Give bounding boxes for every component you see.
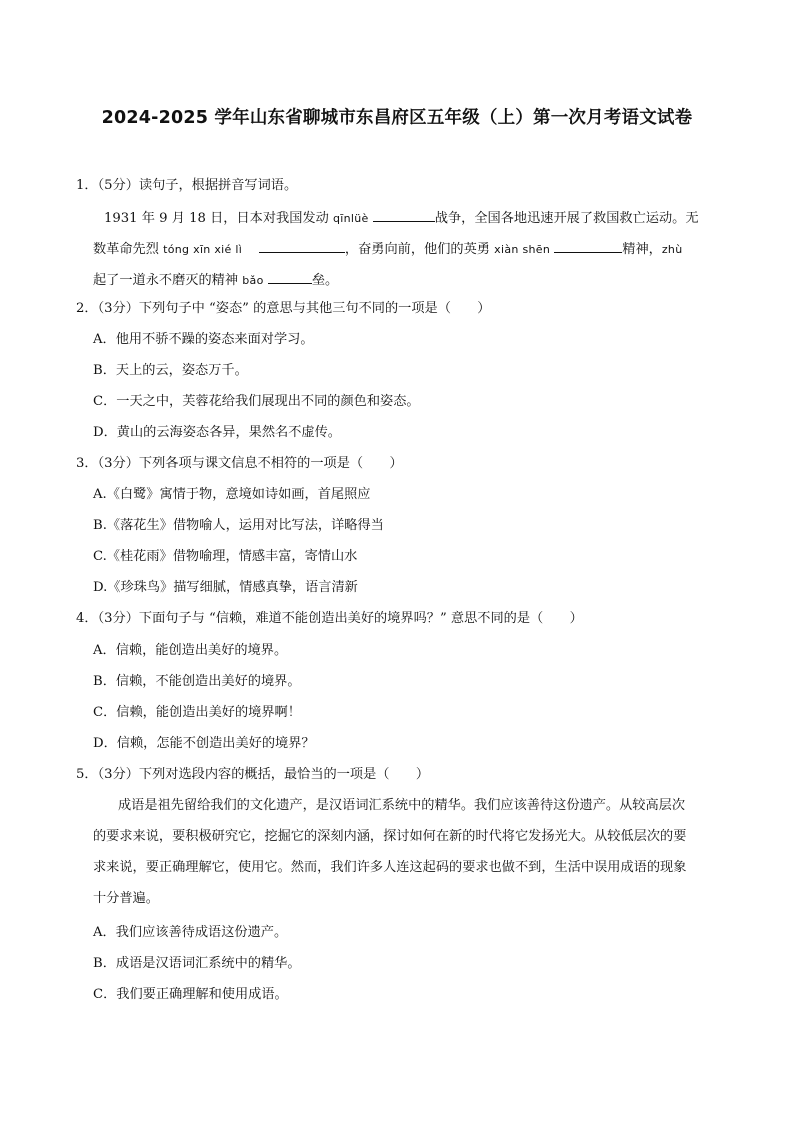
q3-option-d[interactable]: D.《珍珠鸟》描写细腻，情感真挚，语言清新 <box>93 580 358 595</box>
page-title: 2024-2025 学年山东省聊城市东昌府区五年级（上）第一次月考语文试卷 <box>101 108 693 128</box>
q1-text: 精神， <box>622 242 662 257</box>
pinyin: bǎo <box>242 274 264 287</box>
q3-stem: 3．（3分）下列各项与课文信息不相符的一项是（ ） <box>76 456 403 471</box>
q5-passage-line: 成语是祖先留给我们的文化遗产，是汉语词汇系统中的精华。我们应该善待这份遗产。从较高层次 <box>118 798 686 813</box>
q3-option-c[interactable]: C.《桂花雨》借物喻理，情感丰富，寄情山水 <box>93 549 358 564</box>
q3-option-a[interactable]: A.《白鹭》寓情于物，意境如诗如画，首尾照应 <box>93 487 371 502</box>
q1-text: ，奋勇向前，他们的英勇 <box>344 242 495 257</box>
pinyin: tóng xīn xié lì <box>163 243 243 256</box>
q5-stem: 5．（3分）下列对选段内容的概括，最恰当的一项是（ ） <box>76 767 430 782</box>
q5-passage-line: 求来说，要正确理解它，使用它。然而，我们许多人连这起码的要求也做不到，生活中误用成语的现象 <box>93 860 687 875</box>
answer-blank[interactable] <box>259 239 345 253</box>
q4-option-a[interactable]: A．信赖，能创造出美好的境界。 <box>93 643 288 658</box>
pinyin: qīnlüè <box>332 212 369 225</box>
q1-stem: 1．（5分）读句子，根据拼音写词语。 <box>76 178 298 193</box>
q1-line-2 <box>93 239 682 259</box>
q2-option-b[interactable]: B．天上的云，姿态万千。 <box>93 363 248 378</box>
q5-passage-line: 十分普遍。 <box>93 891 159 906</box>
q4-option-d[interactable]: D．信赖，怎能不创造出美好的境界？ <box>93 736 315 751</box>
q1-text: 战争，全国各地迅速开展了救国救亡运动。无 <box>434 211 699 226</box>
q1-text: 起了一道永不磨灭的精神 <box>93 273 243 288</box>
q2-option-d[interactable]: D．黄山的云海姿态各异，果然名不虚传。 <box>93 425 341 440</box>
q2-stem: 2．（3分）下列句子中 “姿态” 的意思与其他三句不同的一项是（ ） <box>76 301 491 316</box>
q4-stem: 4．（3分）下面句子与 “信赖，难道不能创造出美好的境界吗？” 意思不同的是（ ） <box>76 611 583 626</box>
q4-option-b[interactable]: B．信赖，不能创造出美好的境界。 <box>93 674 301 689</box>
q1-text: 垒。 <box>311 273 339 288</box>
q1-line-3 <box>93 270 338 290</box>
q5-option-c[interactable]: C．我们要正确理解和使用成语。 <box>93 987 288 1002</box>
answer-blank[interactable] <box>268 270 312 284</box>
answer-blank[interactable] <box>373 208 435 222</box>
q5-option-a[interactable]: A．我们应该善待成语这份遗产。 <box>93 925 288 940</box>
q4-option-c[interactable]: C．信赖，能创造出美好的境界啊！ <box>93 705 301 720</box>
q5-passage-line: 的要求来说，要积极研究它，挖掘它的深刻内涵，探讨如何在新的时代将它发扬光大。从较低层次的要 <box>93 829 687 844</box>
q1-text: 数革命先烈 <box>93 242 164 257</box>
answer-blank[interactable] <box>554 239 622 253</box>
pinyin: xiàn shēn <box>494 243 551 256</box>
q3-option-b[interactable]: B.《落花生》借物喻人，运用对比写法，详略得当 <box>93 518 384 533</box>
pinyin: zhù <box>661 243 683 256</box>
q1-text: 1931 年 9 月 18 日，日本对我国发动 <box>104 211 333 226</box>
q2-option-a[interactable]: A．他用不骄不躁的姿态来面对学习。 <box>93 332 314 347</box>
q5-option-b[interactable]: B．成语是汉语词汇系统中的精华。 <box>93 956 301 971</box>
q1-line-1 <box>104 208 699 228</box>
q2-option-c[interactable]: C．一天之中，芙蓉花给我们展现出不同的颜色和姿态。 <box>93 394 420 409</box>
